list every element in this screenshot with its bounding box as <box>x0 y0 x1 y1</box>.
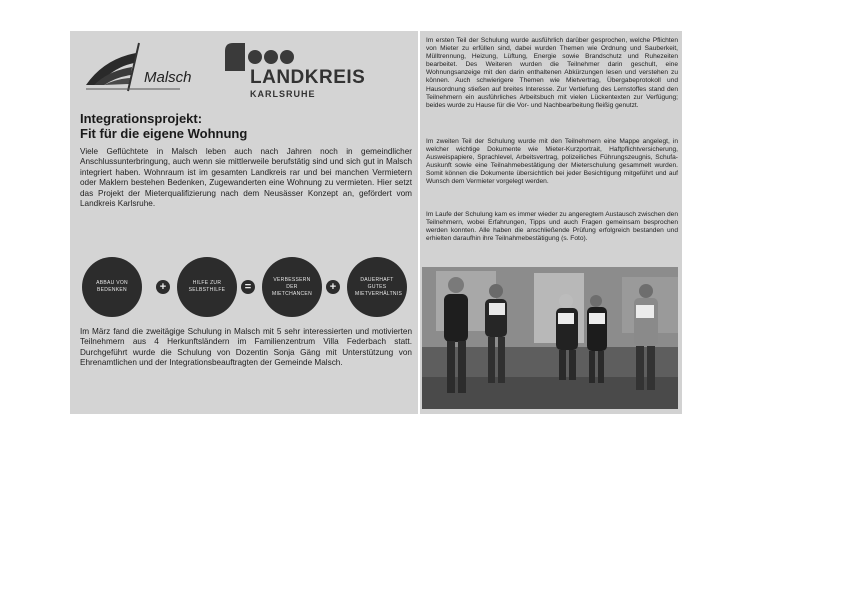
right-paragraph-1: Im ersten Teil der Schulung wurde ausführlich darüber gesprochen, welche Pflichten von Mieter zu erfüllen sind, dabei wurden Themen wie Ordnung und Sauberkeit, Mülltrennung, Heizung, Lüftung, Energie sowie Brandschutz und Ruhezeiten bearbeitet. Des Weiteren wurden die Teilnehmer darin geschult, eine Wohnungsanzeige mit den darin enthaltenen Abkürzungen lesen und verstehen zu können. Auch schwierigere Themen wie Mietvertrag, Übergabeprotokoll und Hausordnung stießen auf breites Interesse. Zur Vertiefung des Lernstoffes stand den Teilnehmern ein ausführliches Arbeitsbuch mit vielen Lückentexten zur Verfügung; beides wurde zu Hause für die Vor- und Nachbearbeitung fleißig genutzt. <box>426 37 678 109</box>
malsch-logo <box>84 41 192 101</box>
group-photo <box>422 267 678 409</box>
right-page <box>420 31 682 414</box>
outro-paragraph: Im März fand die zweitägige Schulung in Malsch mit 5 sehr interessierten und motivierten Teilnehmern aus 4 Herkunftsländern im Familienzentrum Villa Federbach statt. Durchgeführt wurde die Schulung von Dozentin Sonja Gäng mit Unterstützung von Ehrenamtlichen und der Integrationsbeauftragten der Gemeinde Malsch. <box>80 327 412 368</box>
flow-step-1: ABBAU VON BEDENKEN <box>82 257 142 317</box>
headline-line-2: Fit für die eigene Wohnung <box>80 126 248 141</box>
right-paragraph-2: Im zweiten Teil der Schulung wurde mit den Teilnehmern eine Mappe angelegt, in welcher wichtige Dokumente wie Mieter-Kurzportrait, Haftpflichtversicherung, Ausweispapiere, Sprachlevel, Arbeitsvertrag, polizeiliches Führungszeugnis, Schufa-Auskunft sowie eine Teilnahmebestätigung der Mieterschulung gesammelt wurden. Somit können die Dokumente übersichtlich bei jeder Besichtigung mitgeführt und auf Wunsch dem Vermieter vorgelegt werden. <box>426 138 678 186</box>
headline-line-1: Integrationsprojekt: <box>80 111 203 126</box>
right-paragraph-3: Im Laufe der Schulung kam es immer wieder zu angeregtem Austausch zwischen den Teilnehmern, wobei Erfahrungen, Tipps und auch Fragen gemeinsam besprochen werden konnten. Alle haben die anschließende Prüfung erfolgreich bestanden und erhielten daraufhin ihre Teilnahmebestätigung (s. Foto). <box>426 211 678 243</box>
malsch-wordmark: Malsch <box>144 69 192 86</box>
flow-plus-icon-2: + <box>326 280 340 294</box>
flow-step-2: HILFE ZUR SELBSTHILFE <box>177 257 237 317</box>
flow-equals-icon: = <box>241 280 255 294</box>
flow-plus-icon: + <box>156 280 170 294</box>
article-headline <box>80 111 410 141</box>
landkreis-name: LANDKREIS <box>250 67 366 88</box>
group-photo-image <box>422 267 678 409</box>
left-page <box>70 31 418 414</box>
flow-step-3: VERBESSERN DER MIETCHANCEN <box>262 257 322 317</box>
flow-step-4: DAUERHAFT GUTES MIETVERHÄLTNIS <box>347 257 407 317</box>
landkreis-logo <box>225 43 365 103</box>
project-flow-diagram <box>80 253 410 323</box>
intro-paragraph: Viele Geflüchtete in Malsch leben auch nach Jahren noch in gemeindlicher Anschlussunterbringung, auch wenn sie mittlerweile berufstätig sind und sich gut in Malsch integriert haben. Wohnraum ist im gesamten Landkreis rar und bei manchen Vermietern oder Maklern bestehen Bedenken, Zugewanderten eine Wohnung zu vermieten. Hier setzt das Projekt der Mieterqualifizierung nach dem Neusässer Konzept an, gefördert vom Landkreis Karlsruhe. <box>80 147 412 209</box>
landkreis-subtitle: KARLSRUHE <box>250 89 316 99</box>
